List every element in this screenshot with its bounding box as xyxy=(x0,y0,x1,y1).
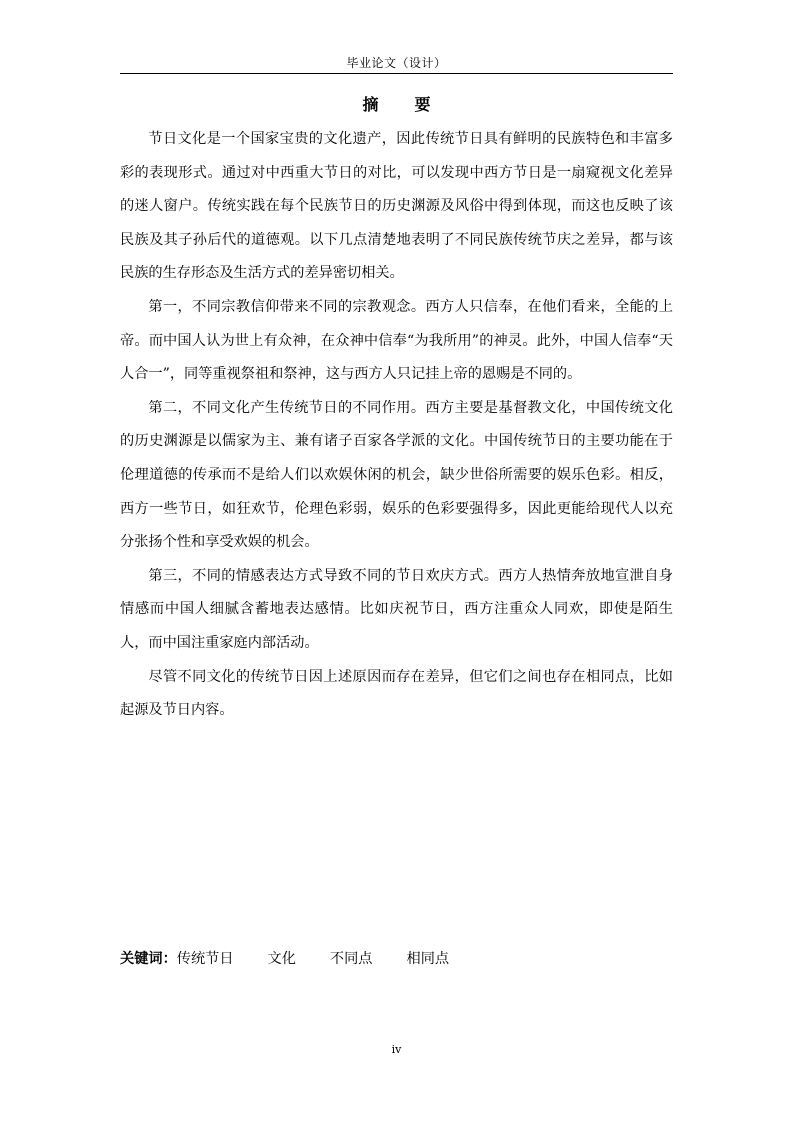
paragraph-second-point: 第二，不同文化产生传统节日的不同作用。西方主要是基督教文化，中国传统文化的历史渊源是以儒家为主、兼有诸子百家各学派的文化。中国传统节日的主要功能在于伦理道德的传承而不是给人们以欢娱休闲的机会，缺少世俗所需要的娱乐色彩。相反，西方一些节日，如狂欢节，伦理色彩弱，娱乐的色彩要强得多，因此更能给现代人以充分张扬个性和享受欢娱的机会。 xyxy=(120,399,673,551)
page-header: 毕业论文（设计） xyxy=(346,56,447,70)
keyword-item: 文化 xyxy=(267,951,296,967)
abstract-title: 摘 要 xyxy=(362,95,441,114)
paragraph-first-point: 第一，不同宗教信仰带来不同的宗教观念。西方人只信奉，在他们看来，全能的上帝。而中国人认为世上有众神，在众神中信奉“为我所用”的神灵。此外，中国人信奉“天人合一”，同等重视祭祖和祭神，这与西方人只记挂上帝的恩赐是不同的。 xyxy=(120,298,673,383)
keyword-item: 不同点 xyxy=(329,951,373,967)
abstract-body xyxy=(120,123,673,728)
header-rule xyxy=(120,73,673,74)
page-number: iv xyxy=(391,1043,402,1056)
paragraph-intro: 节日文化是一个国家宝贵的文化遗产，因此传统节日具有鲜明的民族特色和丰富多彩的表现形式。通过对中西重大节日的对比，可以发现中西方节日是一扇窥视文化差异的迷人窗户。传统实践在每个民族节日的历史渊源及风俗中得到体现，而这也反映了该民族及其子孙后代的道德观。以下几点清楚地表明了不同民族传统节庆之差异，都与该民族的生存形态及生活方式的差异密切相关。 xyxy=(120,131,673,282)
keywords-line xyxy=(120,948,673,970)
paragraph-conclusion: 尽管不同文化的传统节日因上述原因而存在差异，但它们之间也存在相同点，比如起源及节日内容。 xyxy=(120,668,673,719)
paragraph-third-point: 第三，不同的情感表达方式导致不同的节日欢庆方式。西方人热情奔放地宣泄自身情感而中国人细腻含蓄地表达感情。比如庆祝节日，西方注重众人同欢，即使是陌生人，而中国注重家庭内部活动。 xyxy=(120,567,673,651)
keywords-label: 关键词： xyxy=(120,951,177,967)
keyword-item: 传统节日 xyxy=(176,951,234,967)
keyword-item: 相同点 xyxy=(406,951,450,967)
